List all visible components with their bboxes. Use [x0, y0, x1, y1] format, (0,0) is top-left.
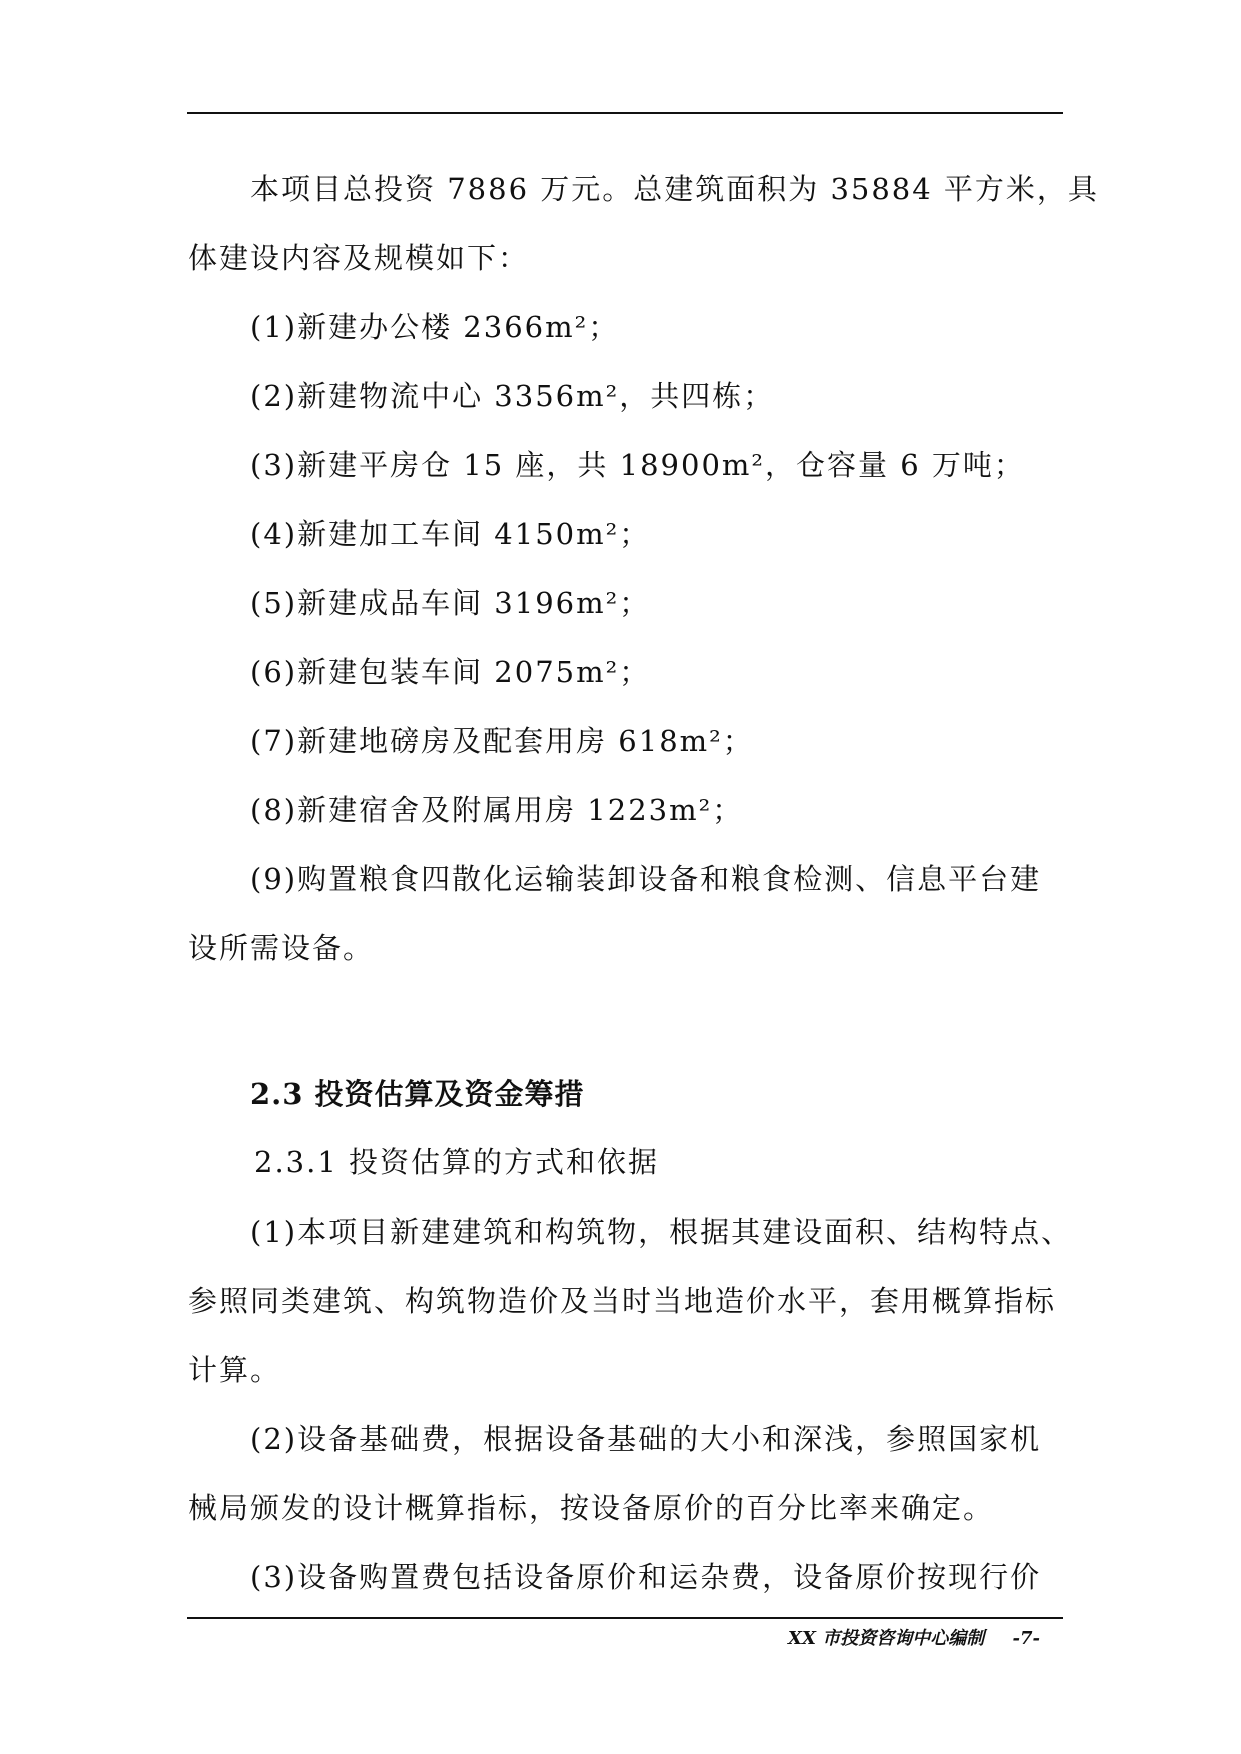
list-item: (8)新建宿舍及附属用房 1223m²；	[250, 793, 744, 827]
paragraph-1-line-3: 计算。	[188, 1353, 282, 1387]
subsection-heading: 2.3.1 投资估算的方式和依据	[254, 1145, 660, 1179]
list-item: (4)新建加工车间 4150m²；	[250, 517, 651, 551]
paragraph-1-line-1: (1)本项目新建建筑和构筑物，根据其建设面积、结构特点、	[250, 1215, 1073, 1249]
footer	[0, 1624, 1040, 1650]
list-item: (5)新建成品车间 3196m²；	[250, 586, 651, 620]
page-number: -7-	[1012, 1628, 1040, 1649]
paragraph-2-line-2: 械局颁发的设计概算指标，按设备原价的百分比率来确定。	[188, 1491, 995, 1525]
list-item: (2)新建物流中心 3356m²，共四栋；	[250, 379, 775, 413]
intro-line-1: 本项目总投资 7886 万元。总建筑面积为 35884 平方米，具	[250, 172, 1099, 206]
list-item: (1)新建办公楼 2366m²；	[250, 310, 620, 344]
section-heading: 2.3 投资估算及资金筹措	[250, 1077, 585, 1111]
list-item: (7)新建地磅房及配套用房 618m²；	[250, 724, 754, 758]
intro-line-2: 体建设内容及规模如下：	[188, 241, 530, 275]
footer-org: XX 市投资咨询中心编制	[788, 1628, 985, 1649]
header-rule	[187, 112, 1063, 114]
paragraph-3-line-1: (3)设备购置费包括设备原价和运杂费，设备原价按现行价	[250, 1560, 1042, 1594]
list-item-9-line-1: (9)购置粮食四散化运输装卸设备和粮食检测、信息平台建	[250, 862, 1042, 896]
list-item: (3)新建平房仓 15 座，共 18900m²，仓容量 6 万吨；	[250, 448, 1025, 482]
list-item-9-line-2: 设所需设备。	[188, 931, 375, 965]
list-item: (6)新建包装车间 2075m²；	[250, 655, 651, 689]
paragraph-1-line-2: 参照同类建筑、构筑物造价及当时当地造价水平，套用概算指标	[188, 1284, 1057, 1318]
footer-rule	[187, 1617, 1063, 1619]
paragraph-2-line-1: (2)设备基础费，根据设备基础的大小和深浅，参照国家机	[250, 1422, 1042, 1456]
